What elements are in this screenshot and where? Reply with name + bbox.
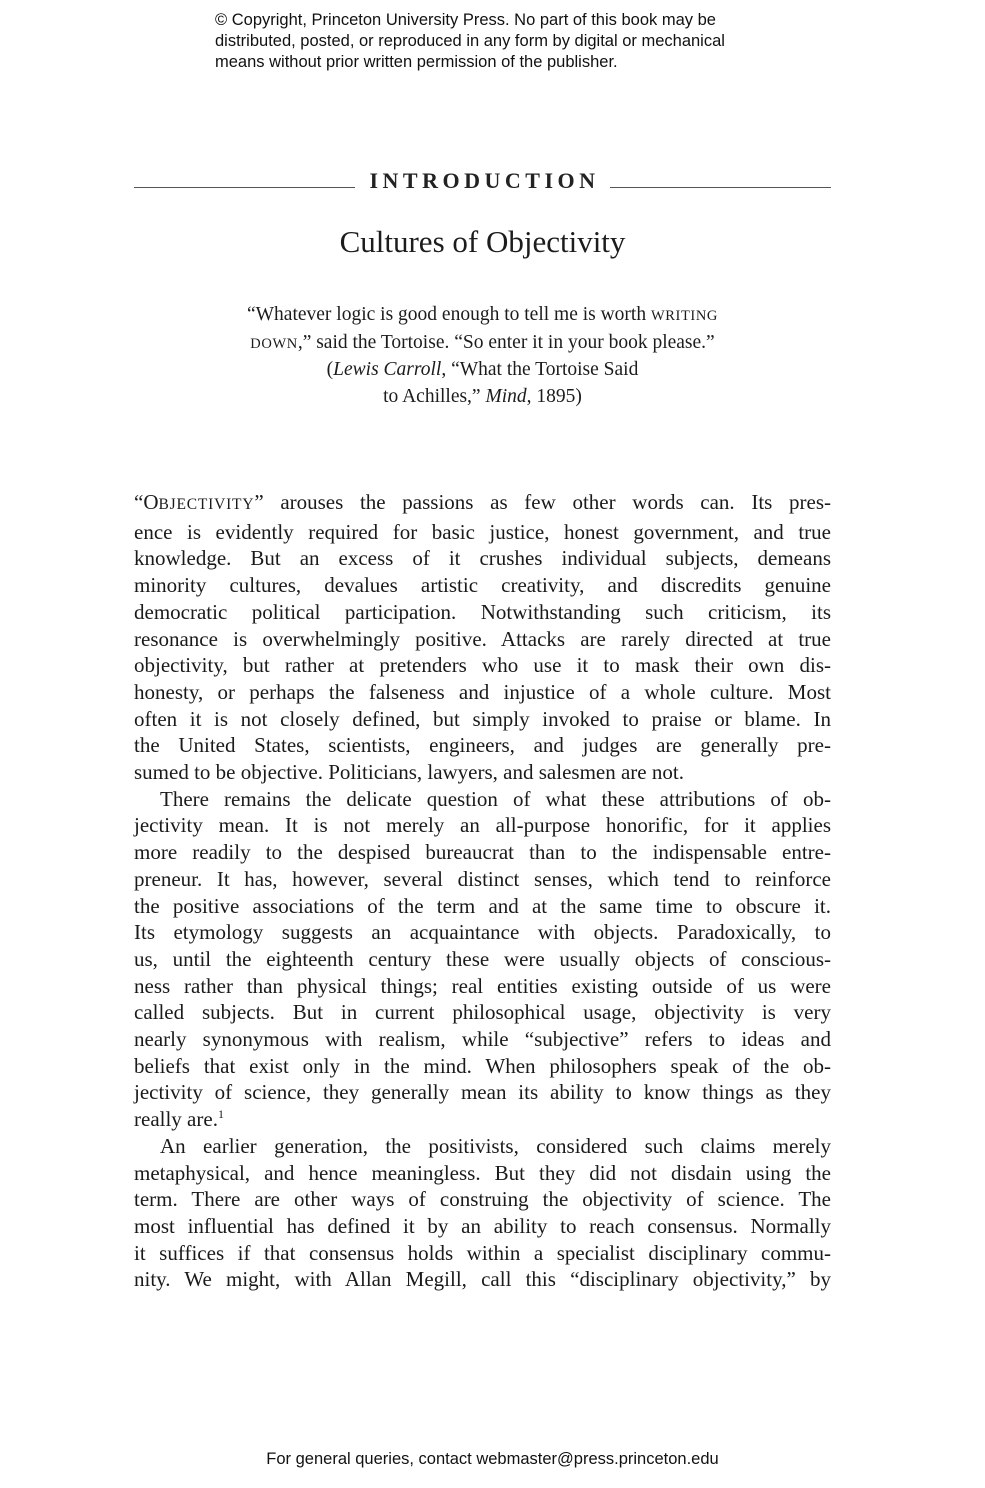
body-line: ence is evidently required for basic justice, honest government, and true (134, 519, 831, 544)
epigraph-journal: Mind (485, 385, 527, 407)
body-line: jectivity of science, they generally mean its ability to know things as they (134, 1080, 831, 1105)
epigraph-source-title: to Achilles,” (383, 385, 486, 407)
body-line: sumed to be objective. Politicians, lawyers, and salesmen are not. (134, 760, 684, 785)
body-text (134, 489, 831, 1293)
body-line: knowledge. But an excess of it crushes individual subjects, demeans (134, 546, 831, 571)
body-small-caps: BJECTIVITY (158, 496, 255, 513)
epigraph-source-title: , “What the Tortoise Said (441, 359, 639, 380)
epigraph-line-4 (200, 384, 765, 411)
body-line: jectivity mean. It is not merely an all-purpose honorific, for it applies (134, 813, 831, 838)
body-line: honesty, or perhaps the falseness and injustice of a whole culture. Most (134, 679, 831, 704)
body-line: ness rather than physical things; real entities existing outside of us were (134, 973, 831, 998)
body-line: us, until the eighteenth century these were usually objects of conscious- (134, 946, 831, 971)
footer-contact: For general queries, contact webmaster@press.princeton.edu (266, 1450, 719, 1468)
chapter-label: INTRODUCTION (369, 168, 600, 193)
epigraph-small-caps: DOWN (250, 335, 298, 352)
body-line (134, 489, 831, 519)
footnote-marker[interactable]: 1 (217, 1107, 224, 1122)
body-line: objectivity, but rather at pretenders who use it to mask their own dis- (134, 653, 831, 678)
body-line: There remains the delicate question of what these attributions of ob- (160, 786, 831, 811)
epigraph-line-2 (200, 330, 765, 358)
body-line: An earlier generation, the positivists, considered such claims merely (160, 1133, 831, 1158)
heading-rule-left (134, 187, 355, 188)
epigraph-text: ( (326, 359, 334, 380)
chapter-title: Cultures of Objectivity (339, 224, 626, 259)
body-line: more readily to the despised bureaucrat than to the indispensable entre- (134, 840, 831, 865)
body-line: term. There are other ways of construing the objectivity of science. The (134, 1187, 831, 1212)
body-text-run: ” arouses the passions as few other words can. Its pres- (254, 490, 831, 514)
body-line: nearly synonymous with realism, while “subjective” refers to ideas and (134, 1027, 831, 1052)
body-line: democratic political participation. Notwithstanding such criticism, its (134, 599, 831, 624)
epigraph-small-caps: WRITING (650, 308, 718, 324)
body-line: nity. We might, with Allan Megill, call this “disciplinary objectivity,” by (134, 1267, 831, 1292)
epigraph-text: ,” said the Tortoise. “So enter it in your book please.” (297, 331, 715, 353)
body-line: preneur. It has, however, several distinct senses, which tend to reinforce (134, 866, 831, 891)
epigraph (200, 302, 765, 410)
body-line: the United States, scientists, engineers, and judges are generally pre- (134, 733, 831, 758)
body-line: beliefs that exist only in the mind. When philosophers speak of the ob- (134, 1053, 831, 1078)
copyright-notice (215, 10, 815, 73)
epigraph-line-1 (200, 302, 765, 330)
epigraph-text: “Whatever logic is good enough to tell me is worth (246, 304, 651, 325)
copyright-line-1: © Copyright, Princeton University Press. No part of this book may be (215, 11, 716, 29)
epigraph-author: Lewis Carroll (333, 359, 442, 380)
body-text-run: “O (134, 490, 159, 514)
body-line: called subjects. But in current philosophical usage, objectivity is very (134, 1000, 831, 1025)
epigraph-line-3 (200, 357, 765, 384)
body-line: the positive associations of the term and at the same time to obscure it. (134, 893, 831, 918)
copyright-line-2: distributed, posted, or reproduced in any form by digital or mechanical (215, 32, 725, 50)
body-line: often it is not closely defined, but simply invoked to praise or blame. In (134, 706, 831, 731)
body-line: most influential has defined it by an ability to reach consensus. Normally (134, 1213, 831, 1238)
body-line: minority cultures, devalues artistic creativity, and discredits genuine (134, 573, 831, 598)
body-line (134, 1106, 831, 1133)
body-line: metaphysical, and hence meaningless. But they did not disdain using the (134, 1160, 831, 1185)
body-text-run: really are. (134, 1107, 218, 1132)
copyright-line-3: means without prior written permission of the publisher. (215, 53, 618, 71)
chapter-heading (134, 166, 831, 196)
body-line: Its etymology suggests an acquaintance with objects. Paradoxically, to (134, 920, 831, 945)
body-line: it suffices if that consensus holds within a specialist disciplinary commu- (134, 1240, 831, 1265)
body-line: resonance is overwhelmingly positive. Attacks are rarely directed at true (134, 626, 831, 651)
epigraph-year: , 1895) (526, 385, 582, 407)
heading-rule-right (610, 187, 831, 188)
